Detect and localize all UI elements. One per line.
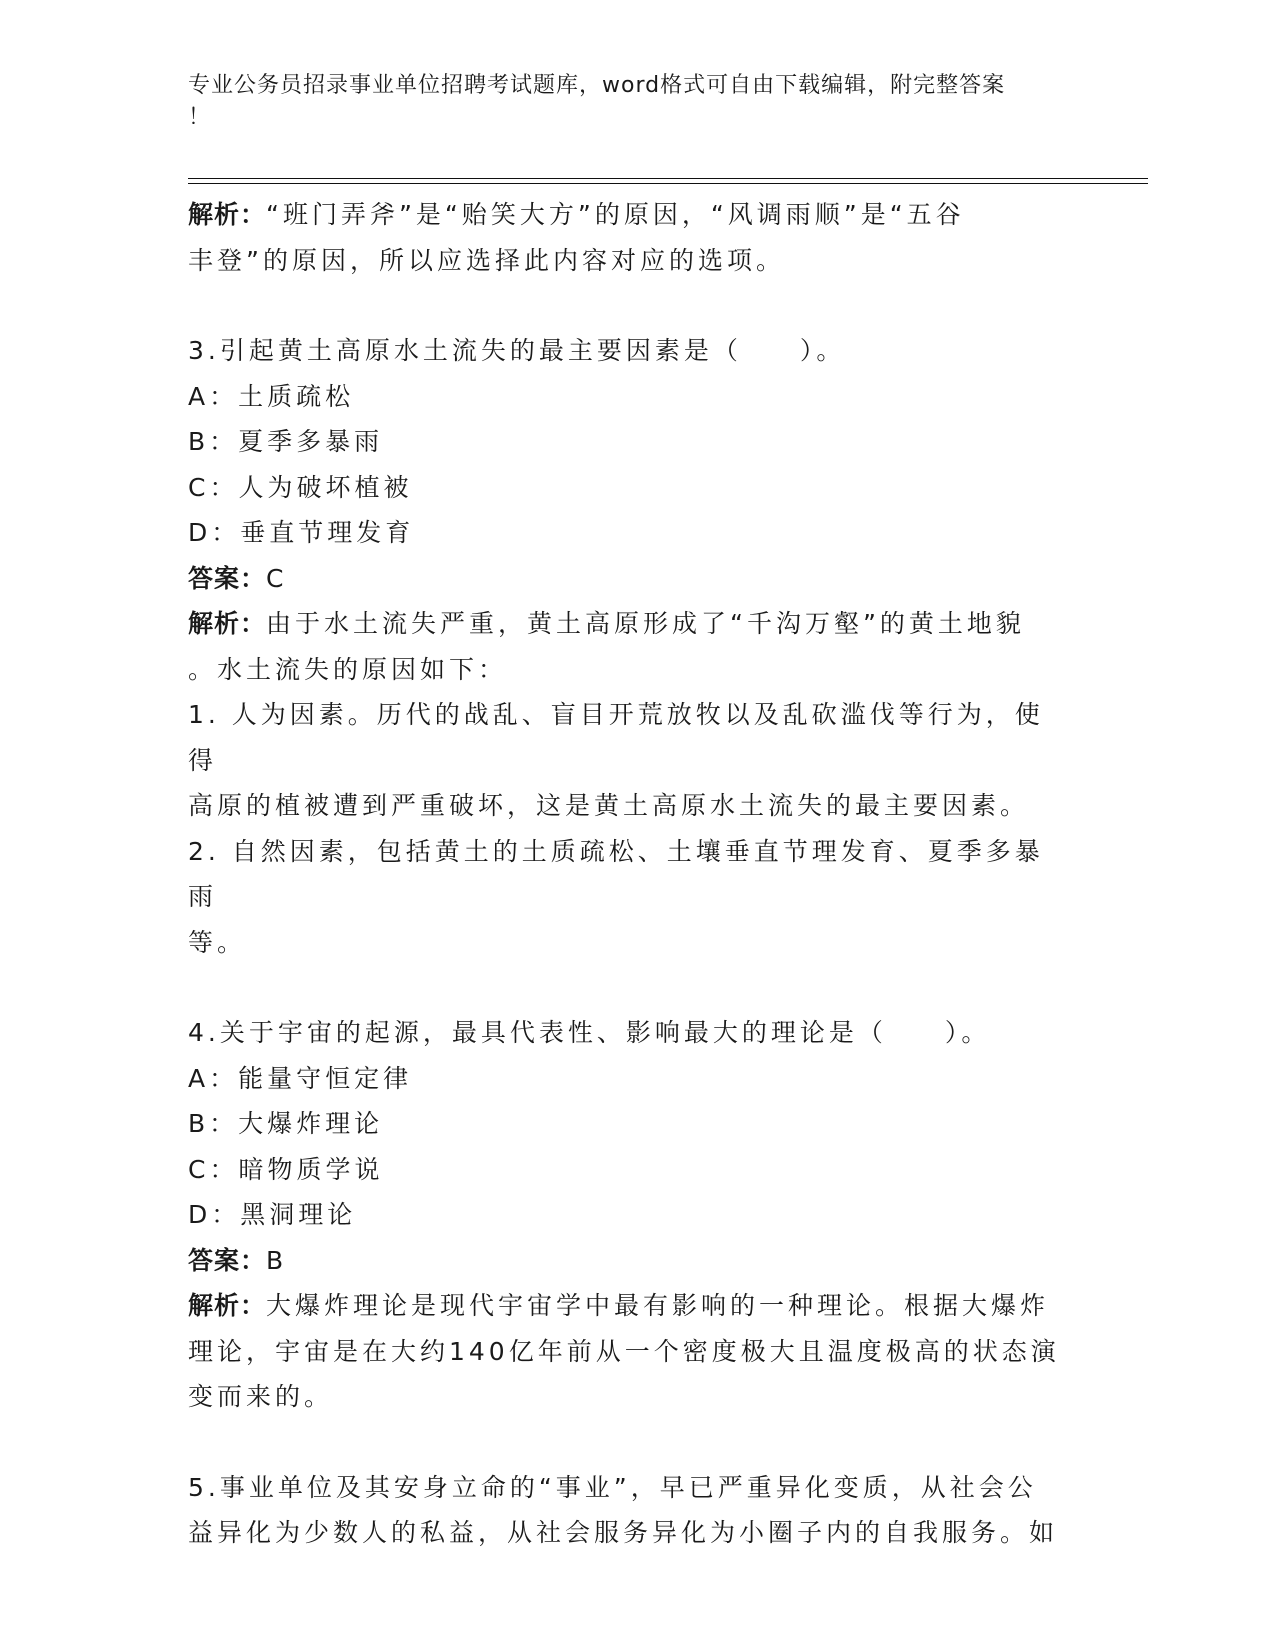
q3-option-b: B：夏季多暴雨 (188, 427, 384, 456)
q3-analysis-line: 2. 自然因素，包括黄土的土质疏松、土壤垂直节理发育、夏季多暴雨 (188, 836, 1044, 911)
prev-analysis-line: 解析：“班门弄斧”是“贻笑大方”的原因，“风调雨顺”是“五谷 (188, 200, 965, 229)
q3-analysis-line: 高原的植被遭到严重破坏，这是黄土高原水土流失的最主要因素。 (188, 791, 1030, 820)
answer-label: 答案： (188, 563, 267, 593)
analysis-label: 解析： (188, 200, 267, 229)
q4-analysis-line: 变而来的。 (188, 1382, 334, 1411)
question-5-line: 益异化为少数人的私益，从社会服务异化为小圈子内的自我服务。如 (188, 1518, 1059, 1547)
answer-value: C (266, 563, 288, 593)
header-divider-top (188, 178, 1148, 179)
q3-analysis-line: 。水土流失的原因如下： (188, 654, 508, 684)
q3-option-d: D：垂直节理发育 (188, 518, 415, 547)
prev-analysis-line: 丰登”的原因，所以应选择此内容对应的选项。 (188, 245, 785, 275)
q3-analysis-line: 解析：由于水土流失严重，黄土高原形成了“千沟万壑”的黄土地貌 (188, 609, 1025, 638)
q4-answer (188, 1238, 1068, 1284)
header-line-2: ！ (188, 105, 212, 130)
header-divider-bottom (188, 183, 1148, 184)
answer-value: B (266, 1245, 288, 1275)
q3-answer (188, 556, 1068, 602)
q3-analysis-line: 等。 (188, 927, 247, 957)
page-header (188, 70, 1068, 134)
spacer (188, 965, 1068, 1010)
answer-label: 答案： (188, 1245, 267, 1275)
q4-option-a: A：能量守恒定律 (188, 1063, 413, 1093)
q4-option-d: D：黑洞理论 (188, 1200, 357, 1229)
spacer (188, 1420, 1068, 1465)
analysis-label: 解析： (188, 609, 267, 638)
analysis-label: 解析： (188, 1291, 267, 1320)
q3-analysis-line: 1. 人为因素。历代的战乱、盲目开荒放牧以及乱砍滥伐等行为，使得 (188, 700, 1044, 775)
question-3: 3.引起黄土高原水土流失的最主要因素是（ ）。 (188, 336, 846, 365)
q4-option-c: C：暗物质学说 (188, 1154, 384, 1184)
spacer (188, 283, 1068, 328)
question-4: 4.关于宇宙的起源，最具代表性、影响最大的理论是（ ）。 (188, 1018, 991, 1047)
q4-analysis-line: 解析：大爆炸理论是现代宇宙学中最有影响的一种理论。根据大爆炸 (188, 1291, 1050, 1320)
q4-analysis-line: 理论，宇宙是在大约140亿年前从一个密度极大且温度极高的状态演 (188, 1336, 1060, 1366)
header-line-1: 专业公务员招录事业单位招聘考试题库，word格式可自由下载编辑，附完整答案 (188, 73, 1006, 98)
q3-option-a: A：土质疏松 (188, 381, 355, 411)
document-body (188, 192, 1068, 1556)
q3-option-c: C：人为破坏植被 (188, 472, 413, 502)
q4-option-b: B：大爆炸理论 (188, 1109, 384, 1138)
question-5-line: 5.事业单位及其安身立命的“事业”，早已严重异化变质，从社会公 (188, 1472, 1037, 1502)
